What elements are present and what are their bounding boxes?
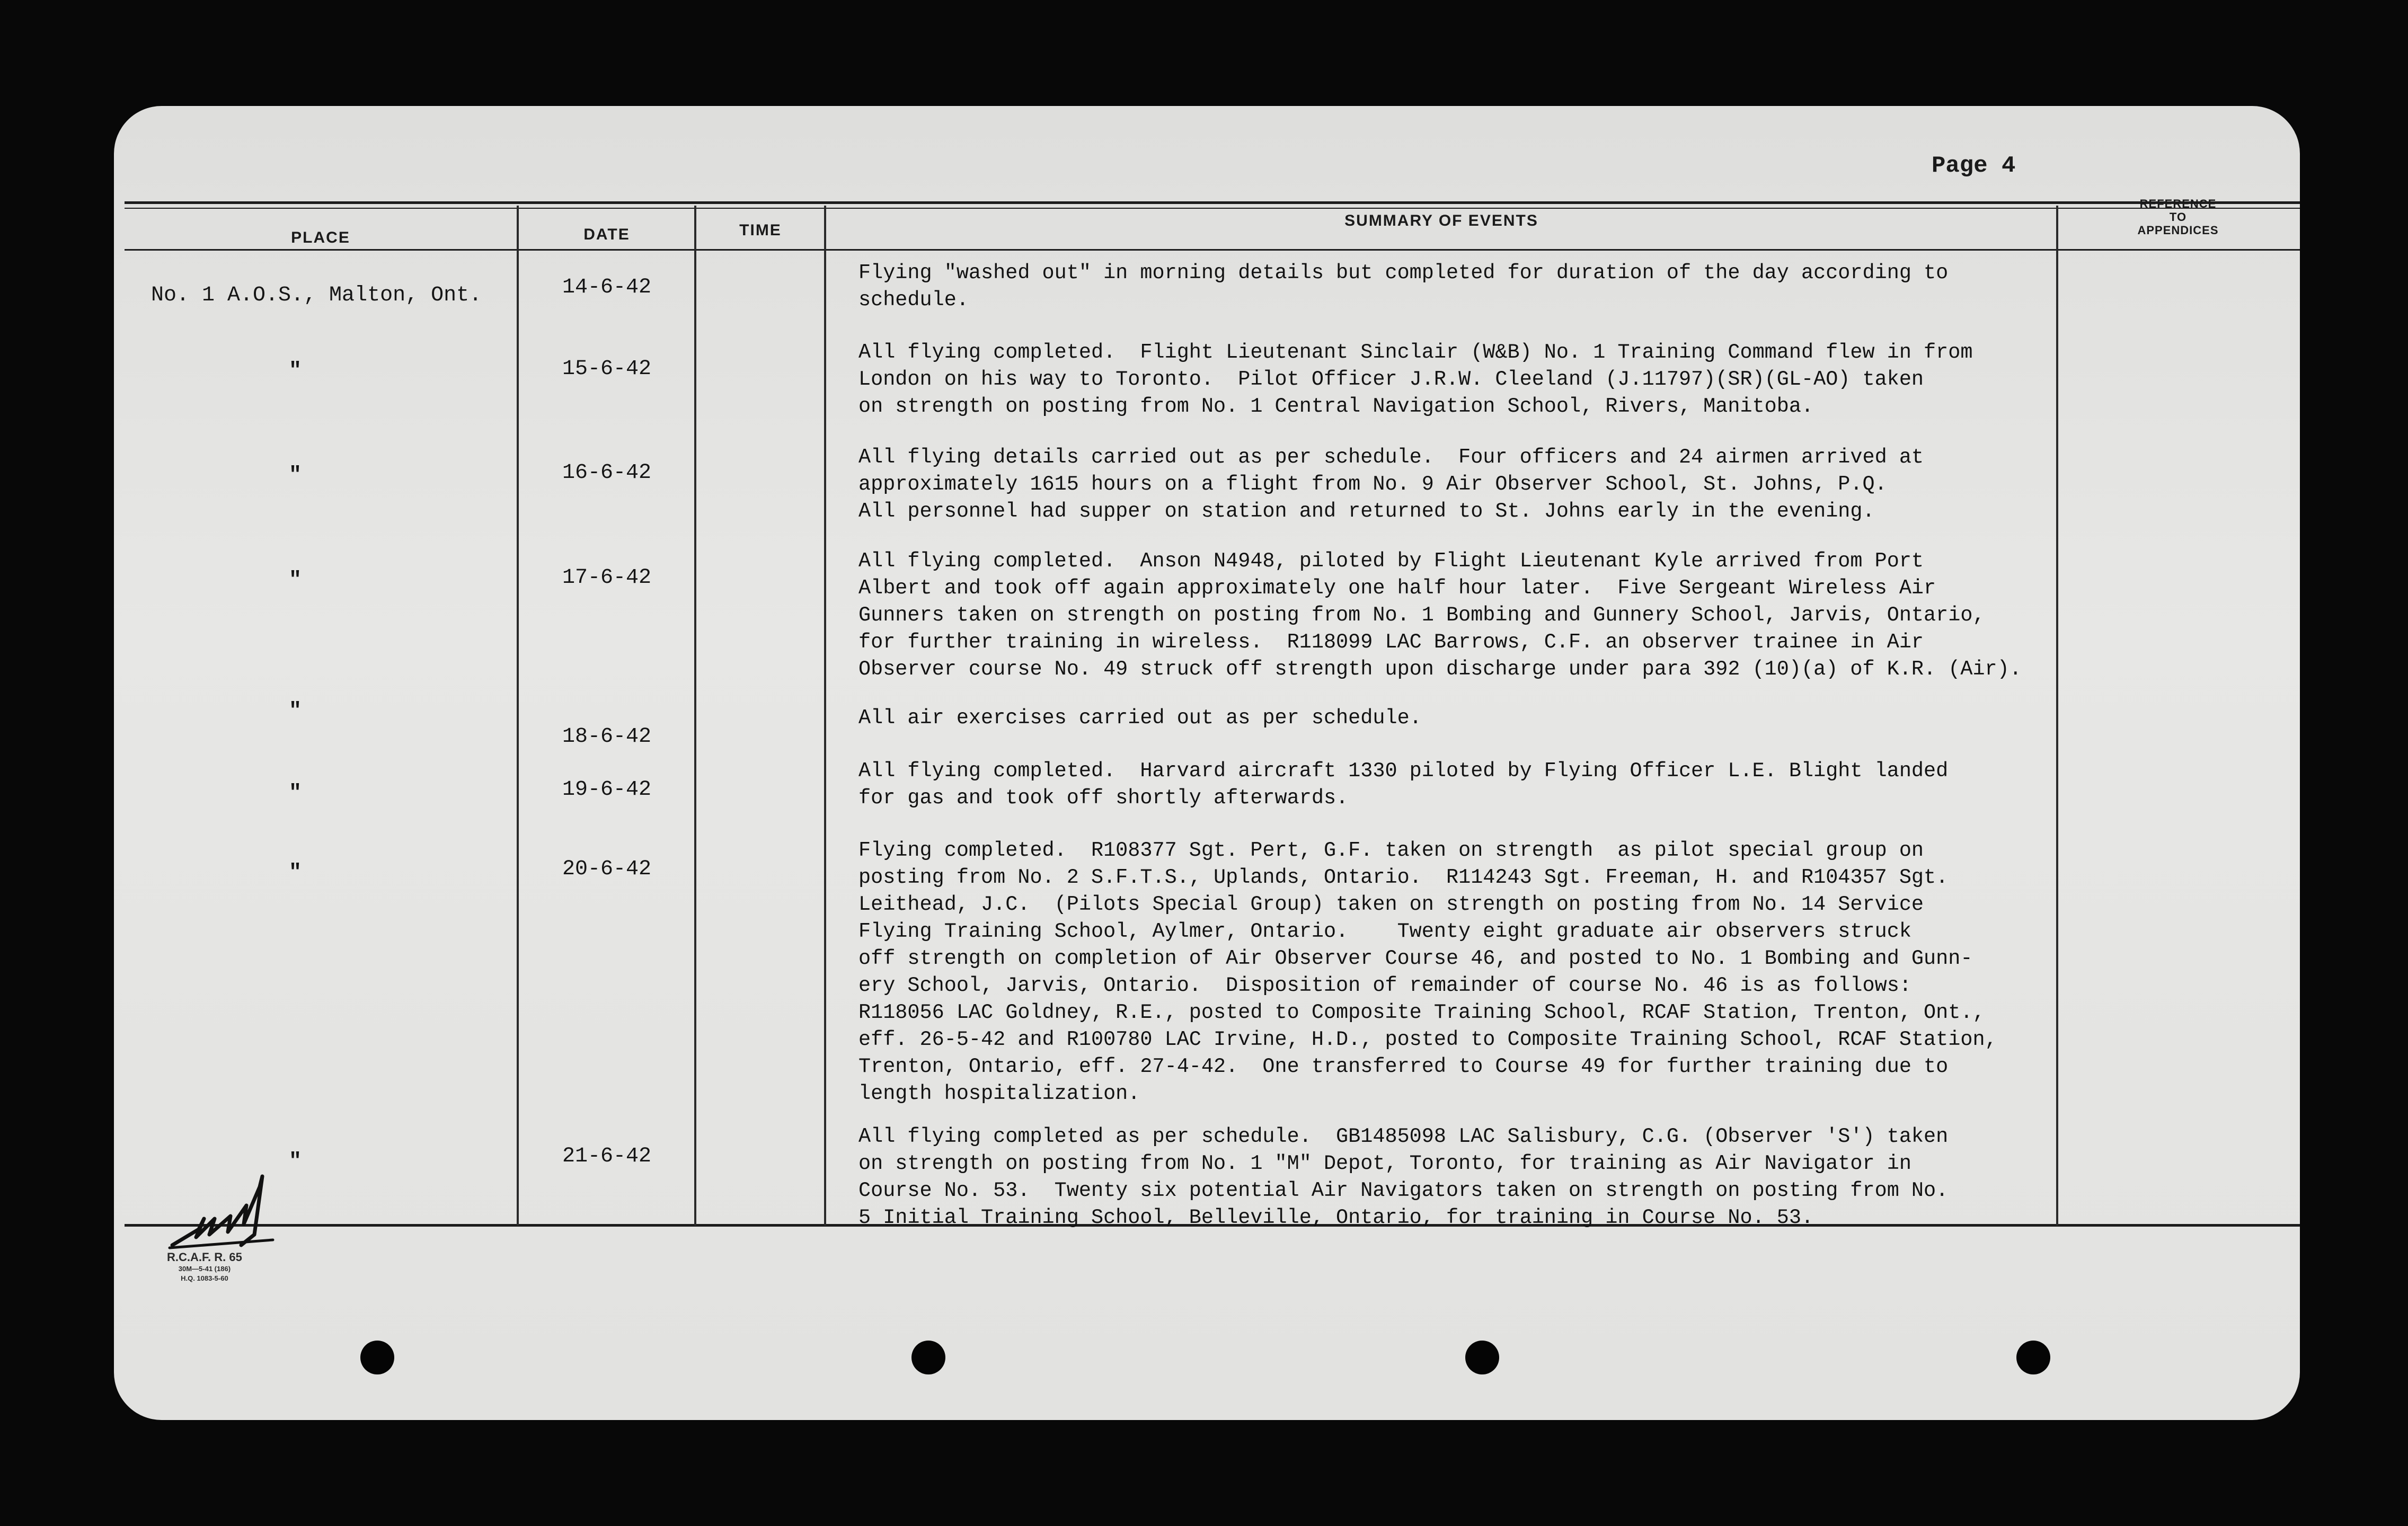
entry-date: 19-6-42 [562, 778, 652, 802]
ditto-mark: " [289, 782, 302, 805]
ditto-mark: " [289, 359, 302, 383]
entry-date: 20-6-42 [562, 857, 652, 881]
ditto-mark: " [289, 1150, 302, 1174]
entry-summary: All flying completed. Flight Lieutenant Sinclair (W&B) No. 1 Training Command flew in from London on his way to Toronto. Pilot Officer J.R.W. Cleeland (J.11797)(SR)(GL-AO) taken on strength on posting from No. 1 Central Navigation School, Rivers, Manitoba. [858, 341, 1973, 418]
ditto-mark: " [289, 569, 302, 592]
ditto-mark: " [289, 464, 302, 487]
entry-summary: All flying completed. Anson N4948, piloted by Flight Lieutenant Kyle arrived from Port Albert and took off again approximately one half hour later. Five Sergeant Wireless Air Gunners taken on strength on posting from No. 1 Bombing and Gunnery School, Jarvis, Ontario, for further training in wireless. R118099 LAC Barrows, C.F. an observer trainee in Air Observer course No. 49 struck off strength upon discharge under para 392 (10)(a) of K.R. (Air). [858, 549, 2022, 681]
header-time: TIME [739, 221, 782, 239]
header-rule [125, 249, 2300, 251]
ditto-mark: " [289, 699, 302, 723]
header-date: DATE [583, 226, 630, 243]
binder-hole [2016, 1341, 2050, 1374]
entry-date: 18-6-42 [562, 725, 652, 749]
entry-summary: All flying details carried out as per schedule. Four officers and 24 airmen arrived at approximately 1615 hours on a flight from No. 9 Air Observer School, St. Johns, P.Q. All personnel had supper on station and returned to St. Johns early in the evening. [858, 446, 1924, 523]
entry-date: 15-6-42 [562, 357, 652, 381]
column-divider-place [517, 206, 519, 1226]
top-rule [125, 201, 2300, 204]
page-number: Page 4 [1932, 153, 2016, 179]
entry-summary: All air exercises carried out as per schedule. [858, 706, 1422, 730]
column-divider-time [824, 206, 826, 1226]
entry-date: 21-6-42 [562, 1144, 652, 1168]
document-sheet [114, 106, 2300, 1420]
form-number: R.C.A.F. R. 65 [167, 1250, 242, 1264]
entry-summary: All flying completed. Harvard aircraft 1330 piloted by Flying Officer L.E. Blight landed for gas and took off shortly afterwards. [858, 759, 1949, 810]
form-print-code: 30M—5-41 (186) [178, 1265, 231, 1273]
header-summary: SUMMARY OF EVENTS [1344, 212, 1538, 229]
entry-summary: Flying "washed out" in morning details but completed for duration of the day according to schedule. [858, 261, 1949, 312]
form-hq-code: H.Q. 1083-5-60 [181, 1274, 228, 1282]
ditto-mark: " [289, 861, 302, 885]
handwritten-initials [167, 1155, 326, 1261]
entry-date: 14-6-42 [562, 276, 652, 299]
header-place: PLACE [291, 229, 350, 246]
place-value: No. 1 A.O.S., Malton, Ont. [151, 283, 482, 307]
top-rule-thin [125, 208, 2300, 209]
binder-hole [1465, 1341, 1499, 1374]
form-identifier [167, 1250, 242, 1283]
entry-summary: Flying completed. R108377 Sgt. Pert, G.F. taken on strength as pilot special group on posting from No. 2 S.F.T.S., Uplands, Ontario. R114243 Sgt. Freeman, H. and R104357 Sgt. Leithead, J.C. (Pilots Special Group) taken on strength on posting from No. 14 Service Flying Training School, Aylmer, Ontario. Twenty eight graduate air observers struck off strength on completion of Air Observer Course 46, and posted to No. 1 Bombing and Gunn- ery School, Jarvis, Ontario. Disposition of remainder of course No. 46 is as follows: R118056 LAC Goldney, R.E., posted to Composite Training School, RCAF Station, Trenton, Ont., eff. 26-5-42 and R100780 LAC Irvine, H.D., posted to Composite Training School, RCAF Station, Trenton, Ontario, eff. 27-4-42. One transferred to Course 49 for further training due to length hospitalization. [858, 839, 1997, 1105]
entry-date: 16-6-42 [562, 461, 652, 485]
binder-hole [911, 1341, 945, 1374]
header-reference: REFERENCE TO APPENDICES [2137, 197, 2219, 237]
entry-date: 17-6-42 [562, 566, 652, 590]
entry-summary: All flying completed as per schedule. GB1485098 LAC Salisbury, C.G. (Observer 'S') taken on strength on posting from No. 1 "M" Depot, Toronto, for training as Air Navigator in Course No. 53. Twenty six potential Air Navigators taken on strength on posting from No. 5 Initial Training School, Belleville, Ontario, for training in Course No. 53. [858, 1125, 1949, 1229]
column-divider-date [694, 206, 696, 1226]
binder-hole [360, 1341, 394, 1374]
